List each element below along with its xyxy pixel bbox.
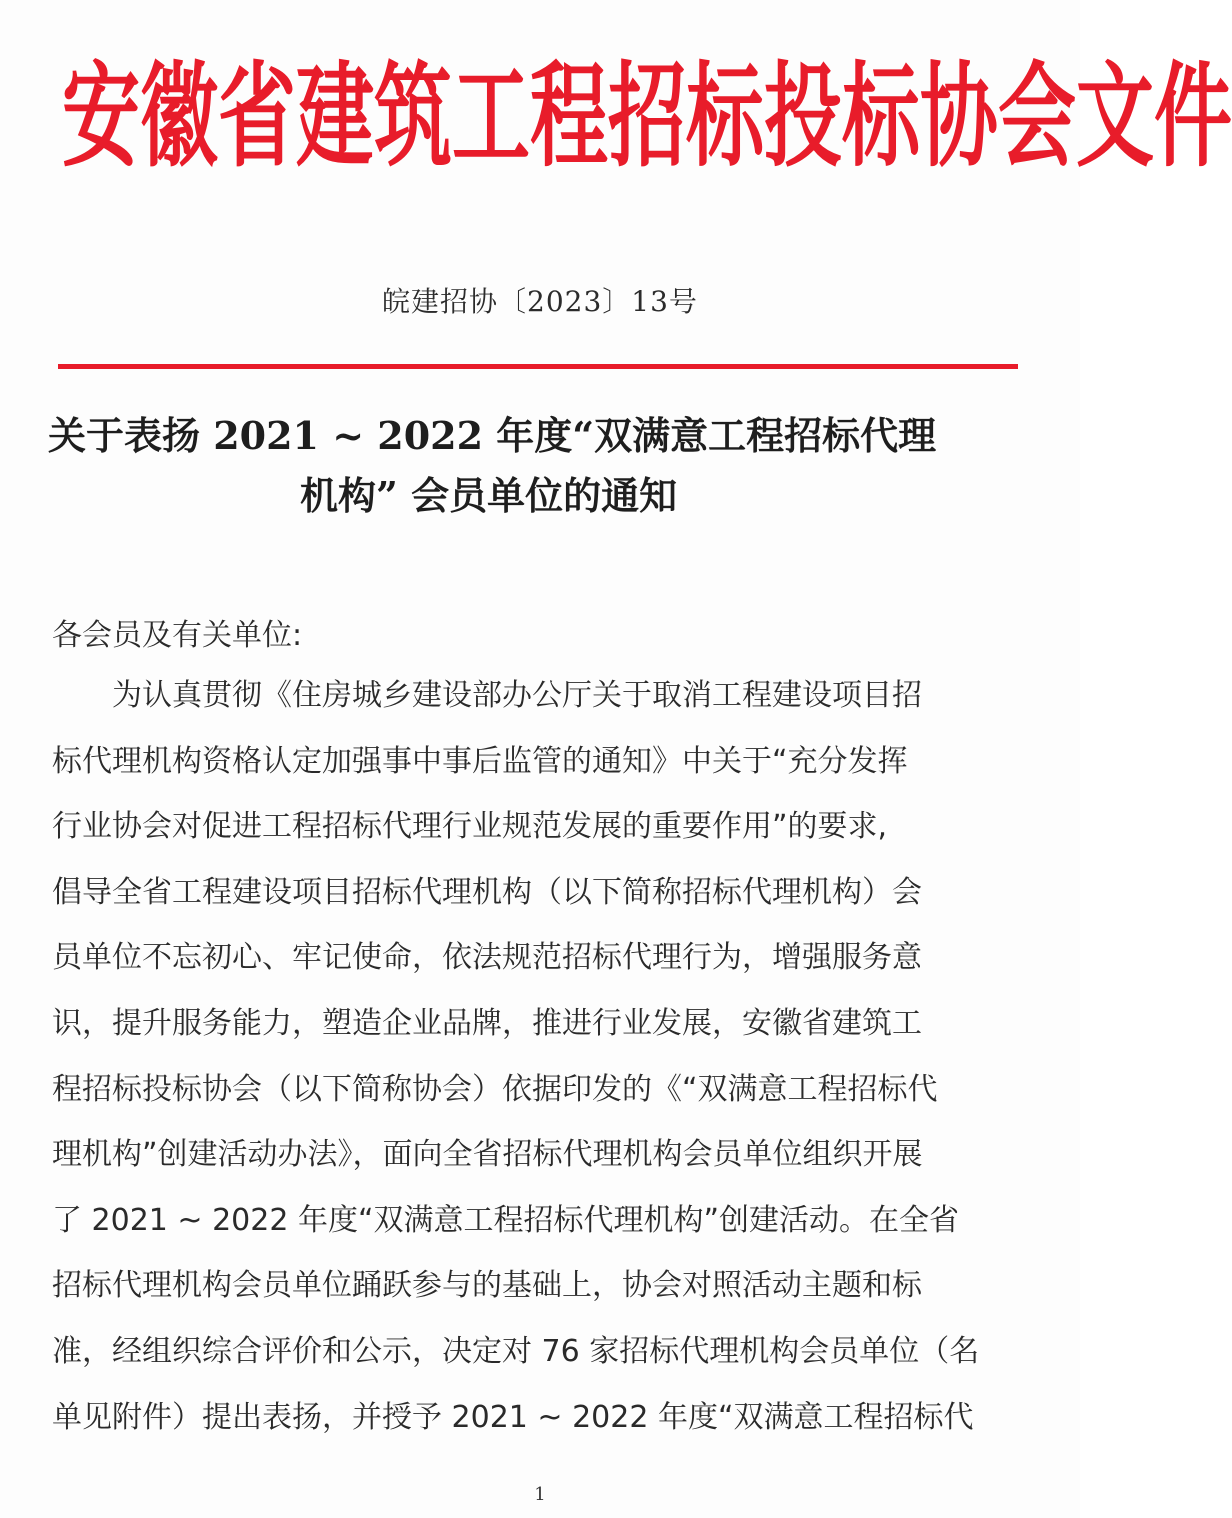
red-divider-line xyxy=(58,364,1018,369)
document-number: 皖建招协〔2023〕13号 xyxy=(382,285,698,318)
body-line: 理机构”创建活动办法》，面向全省招标代理机构会员单位组织开展 xyxy=(52,1137,923,1173)
body-line: 准，经组织综合评价和公示，决定对 76 家招标代理机构会员单位（名 xyxy=(52,1334,980,1369)
organization-header: 安徽省建筑工程招标投标协会文件 xyxy=(62,51,1232,184)
body-line: 单见附件）提出表扬，并授予 2021 ~ 2022 年度“双满意工程招标代 xyxy=(52,1399,974,1435)
page-number: 1 xyxy=(534,1484,546,1505)
body-line: 为认真贯彻《住房城乡建设部办公厅关于取消工程建设项目招 xyxy=(52,678,922,713)
document-title-line-2: 机构” 会员单位的通知 xyxy=(300,473,678,518)
document-title-line-1: 关于表扬 2021 ~ 2022 年度“双满意工程招标代理 xyxy=(48,413,937,458)
body-line: 招标代理机构会员单位踊跃参与的基础上，协会对照活动主题和标 xyxy=(52,1268,922,1304)
body-line: 倡导全省工程建设项目招标代理机构（以下简称招标代理机构）会 xyxy=(52,874,922,910)
body-line: 员单位不忘初心、牢记使命，依法规范招标代理行为，增强服务意 xyxy=(52,940,922,976)
body-line: 识，提升服务能力，塑造企业品牌，推进行业发展，安徽省建筑工 xyxy=(52,1006,922,1041)
body-line: 标代理机构资格认定加强事中事后监管的通知》中关于“充分发挥 xyxy=(52,743,908,779)
body-line: 行业协会对促进工程招标代理行业规范发展的重要作用”的要求, xyxy=(52,809,888,845)
body-line: 了 2021 ~ 2022 年度“双满意工程招标代理机构”创建活动。在全省 xyxy=(52,1202,960,1238)
salutation: 各会员及有关单位: xyxy=(52,618,303,653)
body-line: 程招标投标协会（以下简称协会）依据印发的《“双满意工程招标代 xyxy=(52,1071,938,1107)
